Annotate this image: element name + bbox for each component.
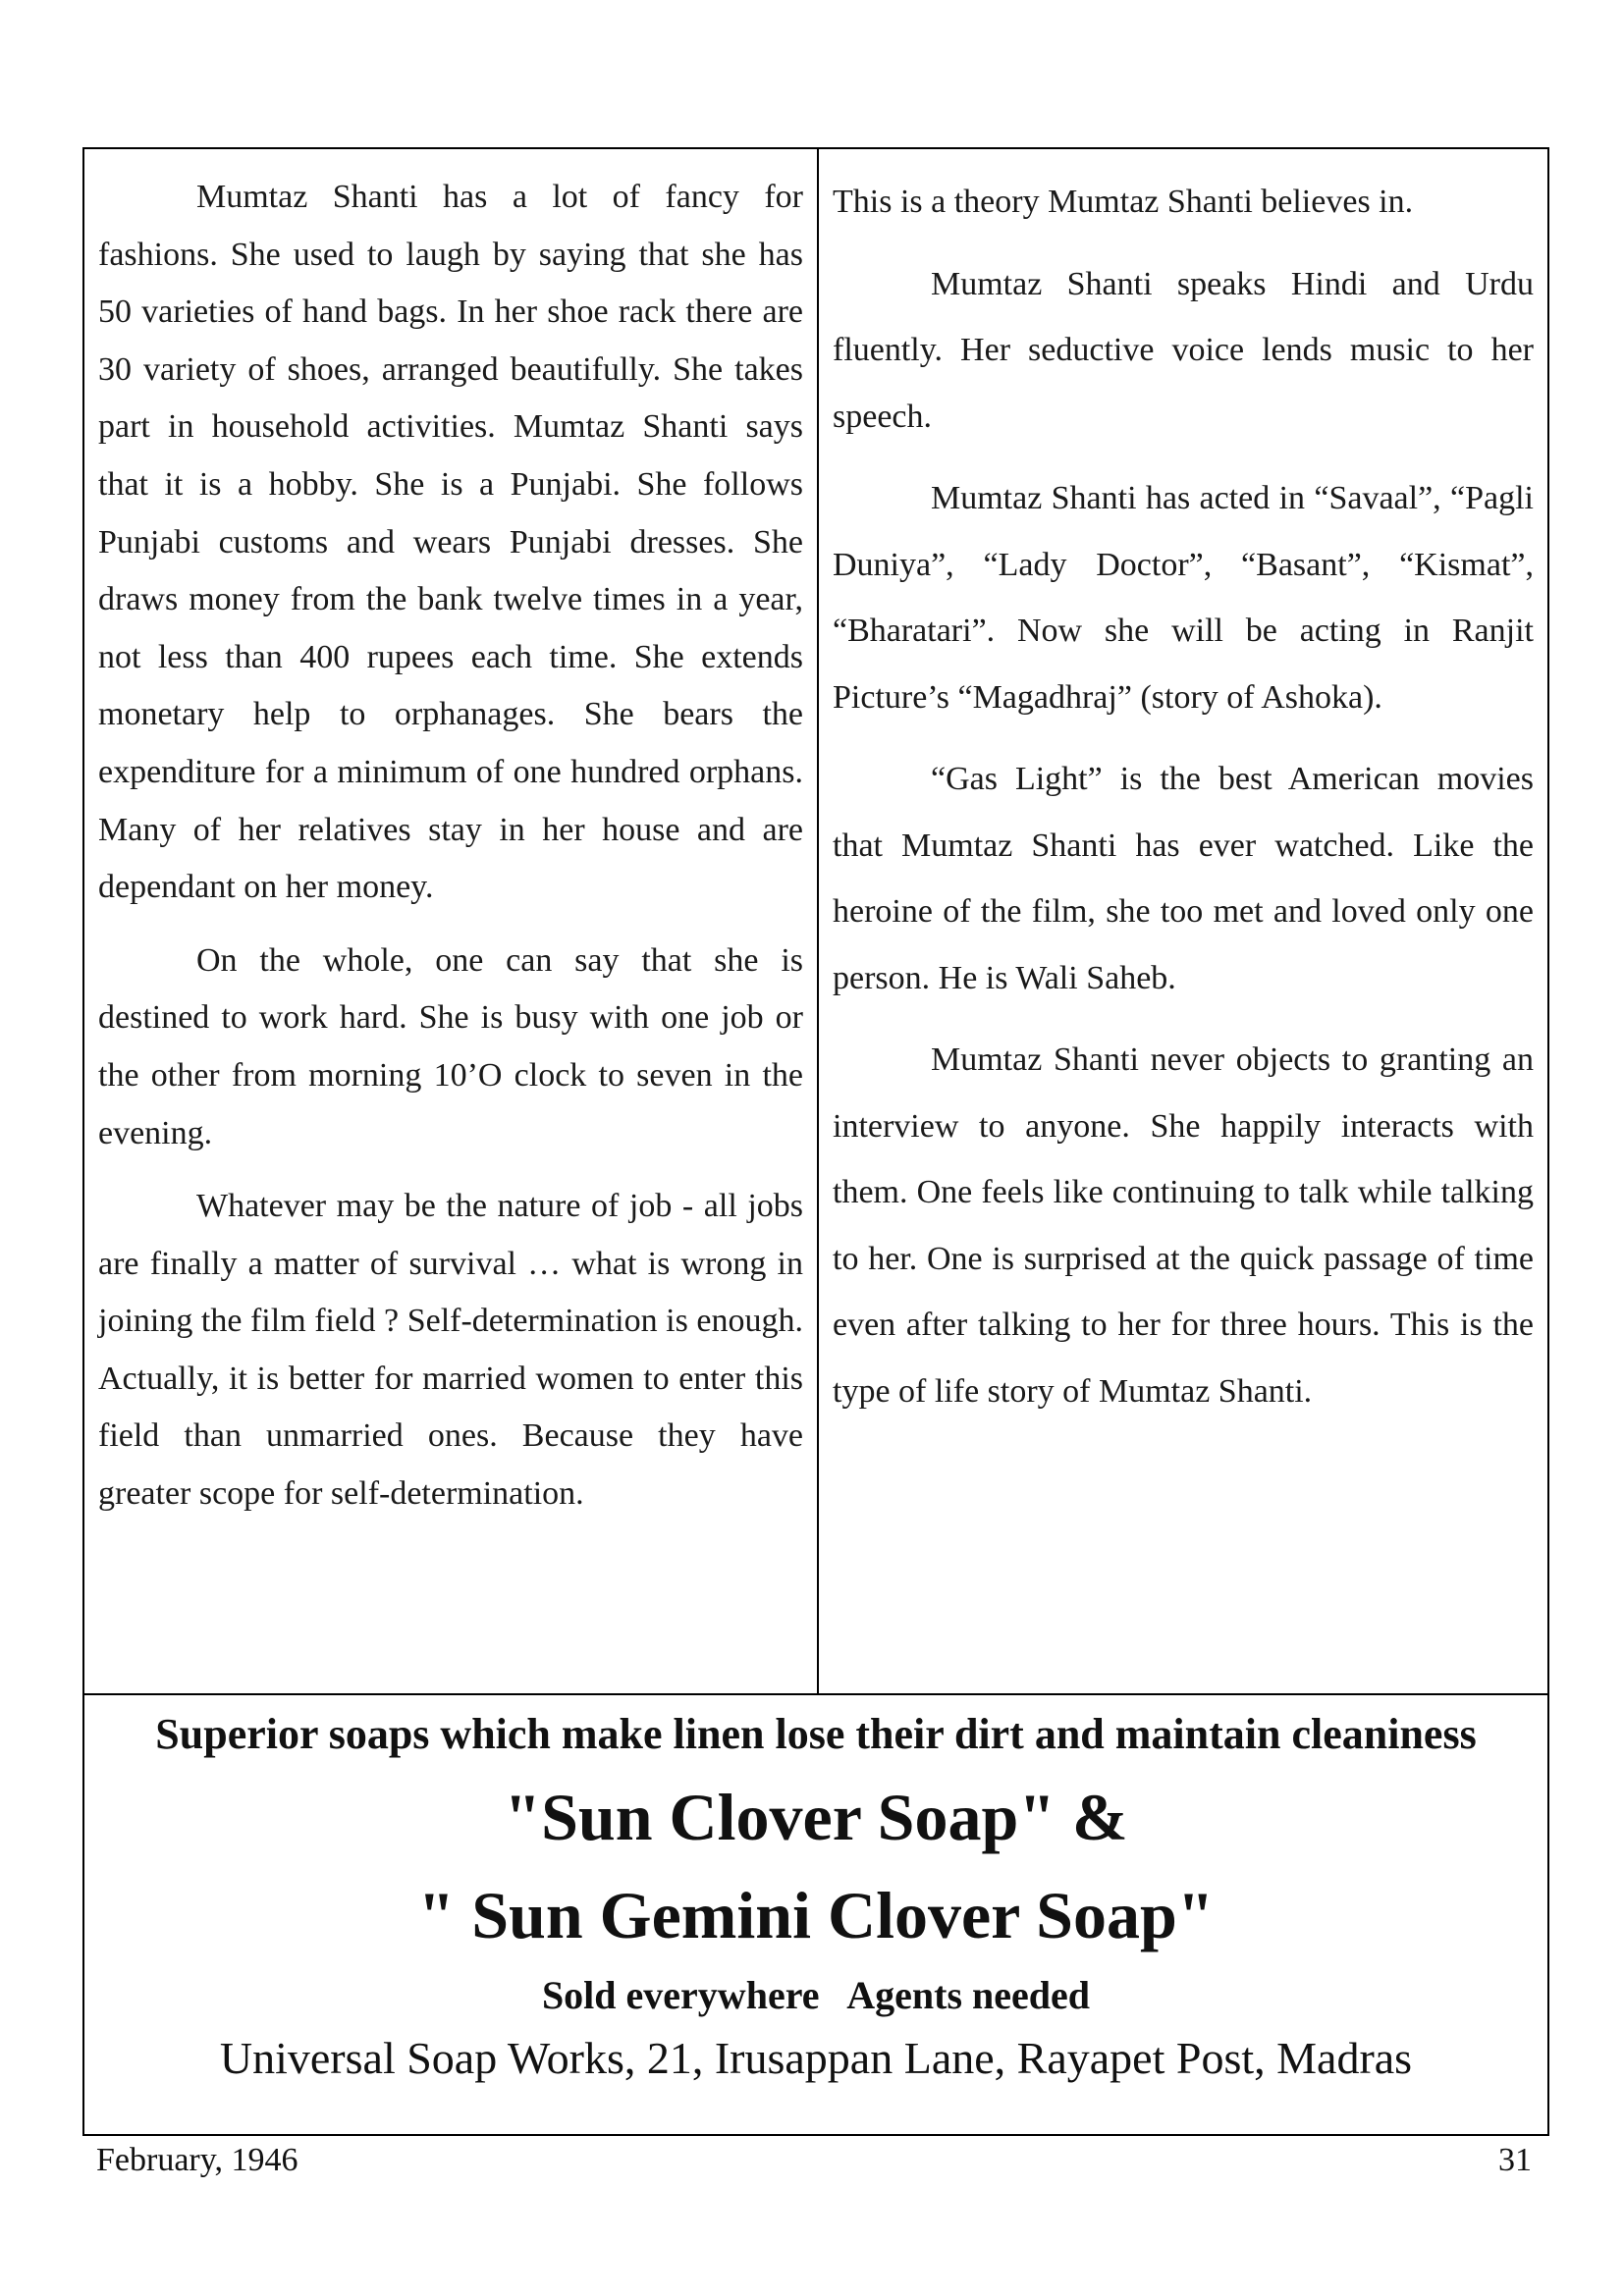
ad-tagline: Sold everywhere Agents needed bbox=[541, 1973, 1091, 2017]
left-column bbox=[84, 149, 819, 1693]
ad-product-line-2: " Sun Gemini Clover Soap" bbox=[417, 1878, 1215, 1952]
right-paragraph-5: Mumtaz Shanti never objects to granting an interview to anyone. She happily interacts with them. One feels like continuing to talk while talking to her. One is surprised at the quick passage of time even after talking to her for three hours. This is the type of life story of Mumtaz Shanti. bbox=[833, 1041, 1534, 1410]
right-paragraph-1: This is a theory Mumtaz Shanti believes in. bbox=[833, 184, 1414, 220]
left-paragraph-2: On the whole, one can say that she is destined to work hard. She is busy with one job or the other from morning 10’O clock to seven in the evening. bbox=[98, 941, 803, 1151]
page-footer bbox=[96, 2138, 1532, 2187]
article-section bbox=[84, 149, 1547, 1695]
right-paragraph-2: Mumtaz Shanti speaks Hindi and Urdu fluently. Her seductive voice lends music to her speech. bbox=[833, 265, 1534, 435]
ad-address: Universal Soap Works, 21, Irusappan Lane, Rayapet Post, Madras bbox=[219, 2033, 1413, 2083]
soap-advertisement bbox=[84, 1695, 1547, 2136]
ad-headline: Superior soaps which make linen lose their dirt and maintain cleaniness bbox=[155, 1710, 1477, 1758]
ad-product-line-1: "Sun Clover Soap" & bbox=[504, 1780, 1128, 1854]
page-number: 31 bbox=[1498, 2142, 1532, 2178]
left-paragraph-3: Whatever may be the nature of job - all jobs are finally a matter of survival … what is wrong in joining the film field ? Self-determination is enough. Actually, it is better for married women to enter this field than unmarried ones. Because they have greater scope for self-determination. bbox=[98, 1188, 803, 1513]
page-frame bbox=[82, 147, 1549, 2136]
issue-date: February, 1946 bbox=[96, 2142, 298, 2178]
left-paragraph-1: Mumtaz Shanti has a lot of fancy for fashions. She used to laugh by saying that she has 50 varieties of hand bags. In her shoe rack there are 30 variety of shoes, arranged beautifully. She takes part in household activities. Mumtaz Shanti says that it is a hobby. She is a Punjabi. She follows Punjabi customs and wears Punjabi dresses. She draws money from the bank twelve times in a year, not less than 400 rupees each time. She extends monetary help to orphanages. She bears the expenditure for a minimum of one hundred orphans. Many of her relatives stay in her house and are dependant on her money. bbox=[98, 179, 803, 906]
right-paragraph-3: Mumtaz Shanti has acted in “Savaal”, “Pagli Duniya”, “Lady Doctor”, “Basant”, “Kismat”, “Bharatari”. Now she will be acting in Ranjit Picture’s “Magadhraj” (story of Ashoka). bbox=[833, 480, 1534, 716]
right-paragraph-4: “Gas Light” is the best American movies that Mumtaz Shanti has ever watched. Like the heroine of the film, she too met and loved only one person. He is Wali Saheb. bbox=[833, 761, 1534, 996]
right-column bbox=[819, 149, 1547, 1693]
